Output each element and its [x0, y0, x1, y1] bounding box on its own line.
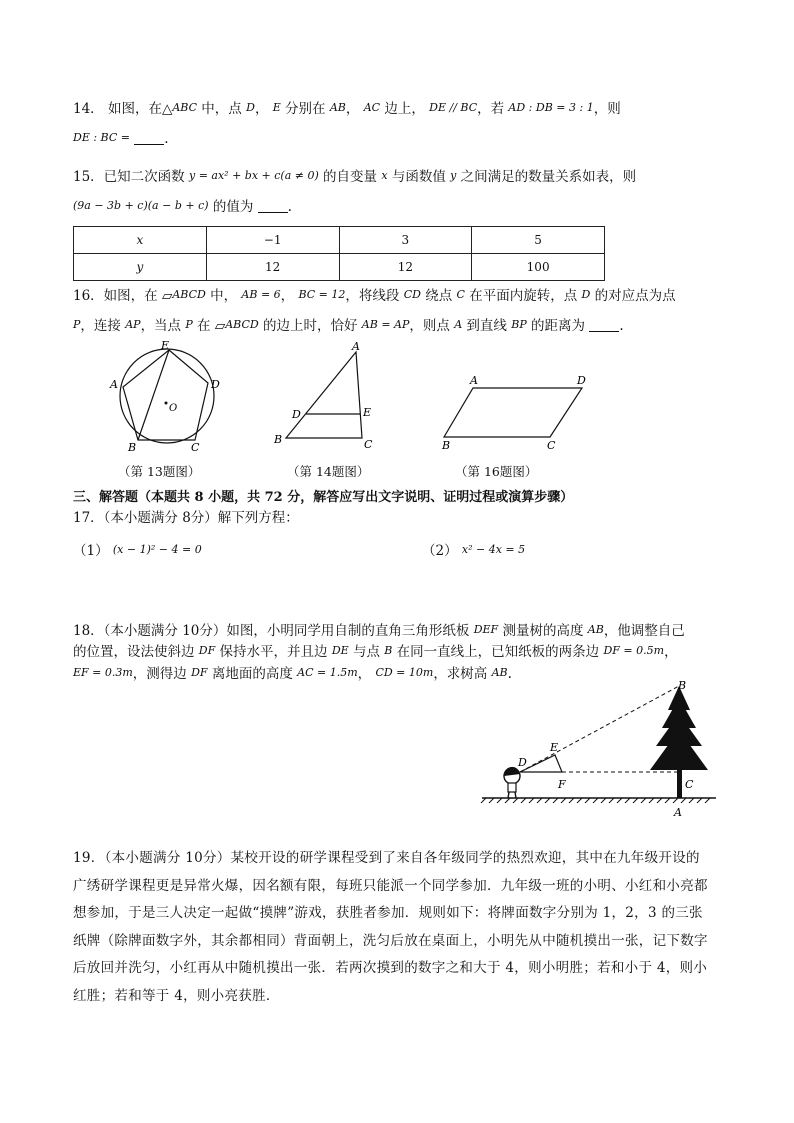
q17-part2 — [422, 540, 525, 561]
q17-part1-label: （1） — [73, 543, 109, 559]
text-segment: ， — [254, 101, 273, 117]
text-segment: . — [164, 131, 169, 147]
table-cell: 12 — [206, 254, 339, 281]
text-segment: 边上， — [380, 101, 430, 117]
text-segment: 的自变量 — [318, 169, 382, 185]
label-a: A — [352, 340, 360, 353]
label-c: C — [547, 439, 556, 452]
label-c: C — [191, 441, 200, 454]
math-expression: AC = 1.5m — [297, 666, 358, 679]
text-segment: 的边上时，恰好 — [258, 318, 362, 334]
text-segment: ，若 — [477, 101, 509, 117]
text-segment: ，测得边 — [132, 666, 192, 682]
text-segment: ，则点 — [409, 318, 455, 334]
q19-line: 后放回并洗匀，小红再从中随机摸出一张．若两次摸到的数字之和大于 4，则小明胜；若和小于 4，则小 — [73, 960, 708, 976]
math-expression: DE // BC — [429, 101, 478, 114]
text-segment: 在同一直线上，已知纸板的两条边 — [392, 644, 604, 660]
text-segment: ， — [357, 666, 376, 682]
label-e: E — [363, 406, 372, 419]
math-expression: P — [73, 318, 81, 331]
table-cell: 3 — [339, 227, 472, 254]
table-cell: 5 — [472, 227, 605, 254]
label-d: D — [211, 378, 220, 391]
label-d: D — [577, 374, 586, 387]
math-expression: BP — [511, 318, 527, 331]
text-segment: ，连接 — [80, 318, 126, 334]
caption-fig14: （第 14题图） — [287, 464, 370, 479]
label-e: E — [550, 741, 559, 754]
label-c: C — [685, 778, 694, 791]
q18-line2 — [73, 641, 678, 662]
table-cell: 12 — [339, 254, 472, 281]
math-expression: P — [185, 318, 193, 331]
q19-line: 广绣研学课程更是异常火爆，因名额有限，每班只能派一个同学参加．九年级一班的小明、小红和小亮都 — [73, 877, 708, 894]
math-expression: x — [381, 169, 388, 182]
text-segment: 16．如图，在 ▱ — [73, 288, 173, 304]
math-expression: DF — [191, 666, 208, 679]
label-a: A — [110, 378, 118, 391]
text-segment: ， — [664, 644, 678, 660]
value-table — [73, 226, 605, 281]
math-expression: (9a − 3b + c)(a − b + c) — [73, 199, 209, 212]
text-segment: 测量树的高度 — [498, 623, 588, 639]
text-segment: 离地面的高度 — [207, 666, 298, 682]
answer-blank — [589, 319, 619, 332]
math-expression: A — [454, 318, 463, 331]
math-expression: AB — [329, 101, 346, 114]
math-expression: D — [581, 288, 591, 301]
math-expression: AB — [587, 623, 604, 636]
q14-line2 — [73, 128, 169, 149]
caption-fig16: （第 16题图） — [455, 464, 538, 479]
math-expression: AB — [491, 666, 508, 679]
figure-13 — [100, 340, 230, 460]
text-segment: ，则 — [593, 101, 621, 117]
text-segment: 分别在 — [280, 101, 330, 117]
math-expression: DF — [198, 644, 216, 657]
label-e: E — [161, 340, 170, 352]
q18-line3 — [73, 663, 512, 684]
text-segment: . — [287, 199, 292, 215]
label-f: F — [558, 778, 566, 791]
text-segment: ，求树高 — [433, 666, 492, 682]
math-expression: C — [456, 288, 465, 301]
math-expression: ABCD — [172, 288, 206, 301]
math-expression: DF = 0.5m — [603, 644, 665, 657]
math-expression: ABC — [172, 101, 198, 114]
label-b: B — [442, 439, 451, 452]
label-b: B — [274, 433, 283, 446]
label-o: O — [169, 403, 178, 414]
text-segment: 18．（本小题满分 10分）如图，小明同学用自制的直角三角形纸板 — [73, 623, 474, 639]
table-cell: x — [74, 227, 207, 254]
math-expression: CD = 10m — [375, 666, 434, 679]
label-c: C — [364, 438, 373, 451]
tree — [650, 686, 708, 798]
math-expression: AB = 6 — [241, 288, 281, 301]
text-segment: 的距离为 — [526, 318, 590, 334]
segment-eb — [138, 350, 169, 440]
math-expression: y — [450, 169, 457, 182]
person-icon — [504, 767, 520, 798]
text-segment: 的值为 — [208, 199, 258, 215]
triangle-abc — [286, 352, 362, 438]
q16-line2 — [73, 315, 624, 336]
text-segment: ， — [345, 101, 364, 117]
math-expression: BC = 12 — [298, 288, 346, 301]
q18-line1 — [73, 620, 685, 641]
math-expression: E — [272, 101, 281, 114]
text-segment: 绕点 — [420, 288, 457, 304]
text-segment: ，当点 — [140, 318, 186, 334]
text-segment: 与点 — [348, 644, 385, 660]
parallelogram-abcd — [444, 388, 582, 437]
q19-text — [73, 845, 723, 1010]
math-expression: AD : DB = 3 : 1 — [508, 101, 594, 114]
math-expression: DE : BC = — [73, 131, 130, 144]
math-expression: CD — [403, 288, 421, 301]
text-segment: ， — [280, 288, 299, 304]
math-expression: D — [246, 101, 255, 114]
math-expression: EF = 0.3m — [73, 666, 133, 679]
text-segment: 在 ▱ — [192, 318, 226, 334]
table-cell: y — [74, 254, 207, 281]
figure-14 — [268, 340, 388, 455]
text-segment: . — [619, 318, 624, 334]
text-segment: 中， — [205, 288, 242, 304]
text-segment: 的位置，设法使斜边 — [73, 644, 199, 660]
math-expression: ABCD — [225, 318, 259, 331]
math-expression: DE — [331, 644, 349, 657]
math-expression: AP — [125, 318, 141, 331]
math-expression: B — [384, 644, 393, 657]
q14-line1 — [73, 98, 621, 119]
caption-fig13: （第 13题图） — [118, 464, 201, 479]
figure-18 — [478, 676, 728, 821]
q17-intro: 17．（本小题满分 8分）解下列方程： — [73, 510, 299, 526]
q19-line: 红胜；若和等于 4，则小亮获胜． — [73, 987, 280, 1004]
math-expression: y = ax² + bx + c(a ≠ 0) — [188, 169, 319, 182]
q17-part2-label: （2） — [422, 543, 458, 559]
q15-line2 — [73, 196, 292, 217]
label-d: D — [518, 756, 527, 769]
text-segment: 之间满足的数量关系如表，则 — [456, 169, 637, 185]
math-expression: AB = AP — [361, 318, 410, 331]
table-cell: 100 — [472, 254, 605, 281]
text-segment: 保持水平，并且边 — [215, 644, 332, 660]
label-a: A — [674, 806, 682, 819]
label-a: A — [470, 374, 478, 387]
q19-line: 纸牌（除牌面数字外，其余都相同）背面朝上，洗匀后放在桌面上，小明先从中随机摸出一张，记下数字 — [73, 932, 708, 949]
figure-16 — [432, 370, 602, 455]
sight-line-db — [520, 686, 679, 772]
label-b: B — [678, 679, 687, 692]
answer-blank — [134, 132, 164, 145]
text-segment: ，将线段 — [345, 288, 404, 304]
math-expression: DEF — [473, 623, 499, 636]
q15-line1 — [73, 166, 636, 187]
q19-line: 想参加，于是三人决定一起做“摸牌”游戏，获胜者参加．规则如下：将牌面数字分别为 1，2，3 的三张 — [73, 905, 703, 921]
text-segment: 到直线 — [462, 318, 512, 334]
q16-line1 — [73, 285, 676, 306]
text-segment: 在平面内旋转，点 — [464, 288, 582, 304]
answer-blank — [258, 200, 288, 213]
text-segment: 与函数值 — [387, 169, 451, 185]
q17-part1 — [73, 540, 202, 561]
center-point — [165, 402, 168, 405]
text-segment: 的对应点为点 — [590, 288, 676, 304]
table-cell: −1 — [206, 227, 339, 254]
circle-o — [120, 349, 214, 443]
pentagon — [123, 350, 208, 440]
q17-part1-equation: (x − 1)² − 4 = 0 — [112, 543, 202, 556]
table-row — [74, 254, 605, 281]
label-b: B — [128, 441, 137, 454]
text-segment: 14． 如图，在△ — [73, 101, 173, 117]
q17-part2-equation: x² − 4x = 5 — [461, 543, 526, 556]
q19-line: 19．（本小题满分 10分）某校开设的研学课程受到了来自各年级同学的热烈欢迎，其中在九年级开设的 — [73, 850, 700, 866]
section-heading: 三、解答题（本题共 8 小题，共 72 分，解答应写出文字说明、证明过程或演算步骤） — [73, 490, 574, 505]
math-expression: AC — [363, 101, 381, 114]
text-segment: 中，点 — [197, 101, 247, 117]
text-segment: ，他调整自己 — [603, 623, 685, 639]
text-segment: 15．已知二次函数 — [73, 169, 189, 185]
label-d: D — [292, 408, 301, 421]
table-row — [74, 227, 605, 254]
text-segment: . — [507, 666, 512, 682]
